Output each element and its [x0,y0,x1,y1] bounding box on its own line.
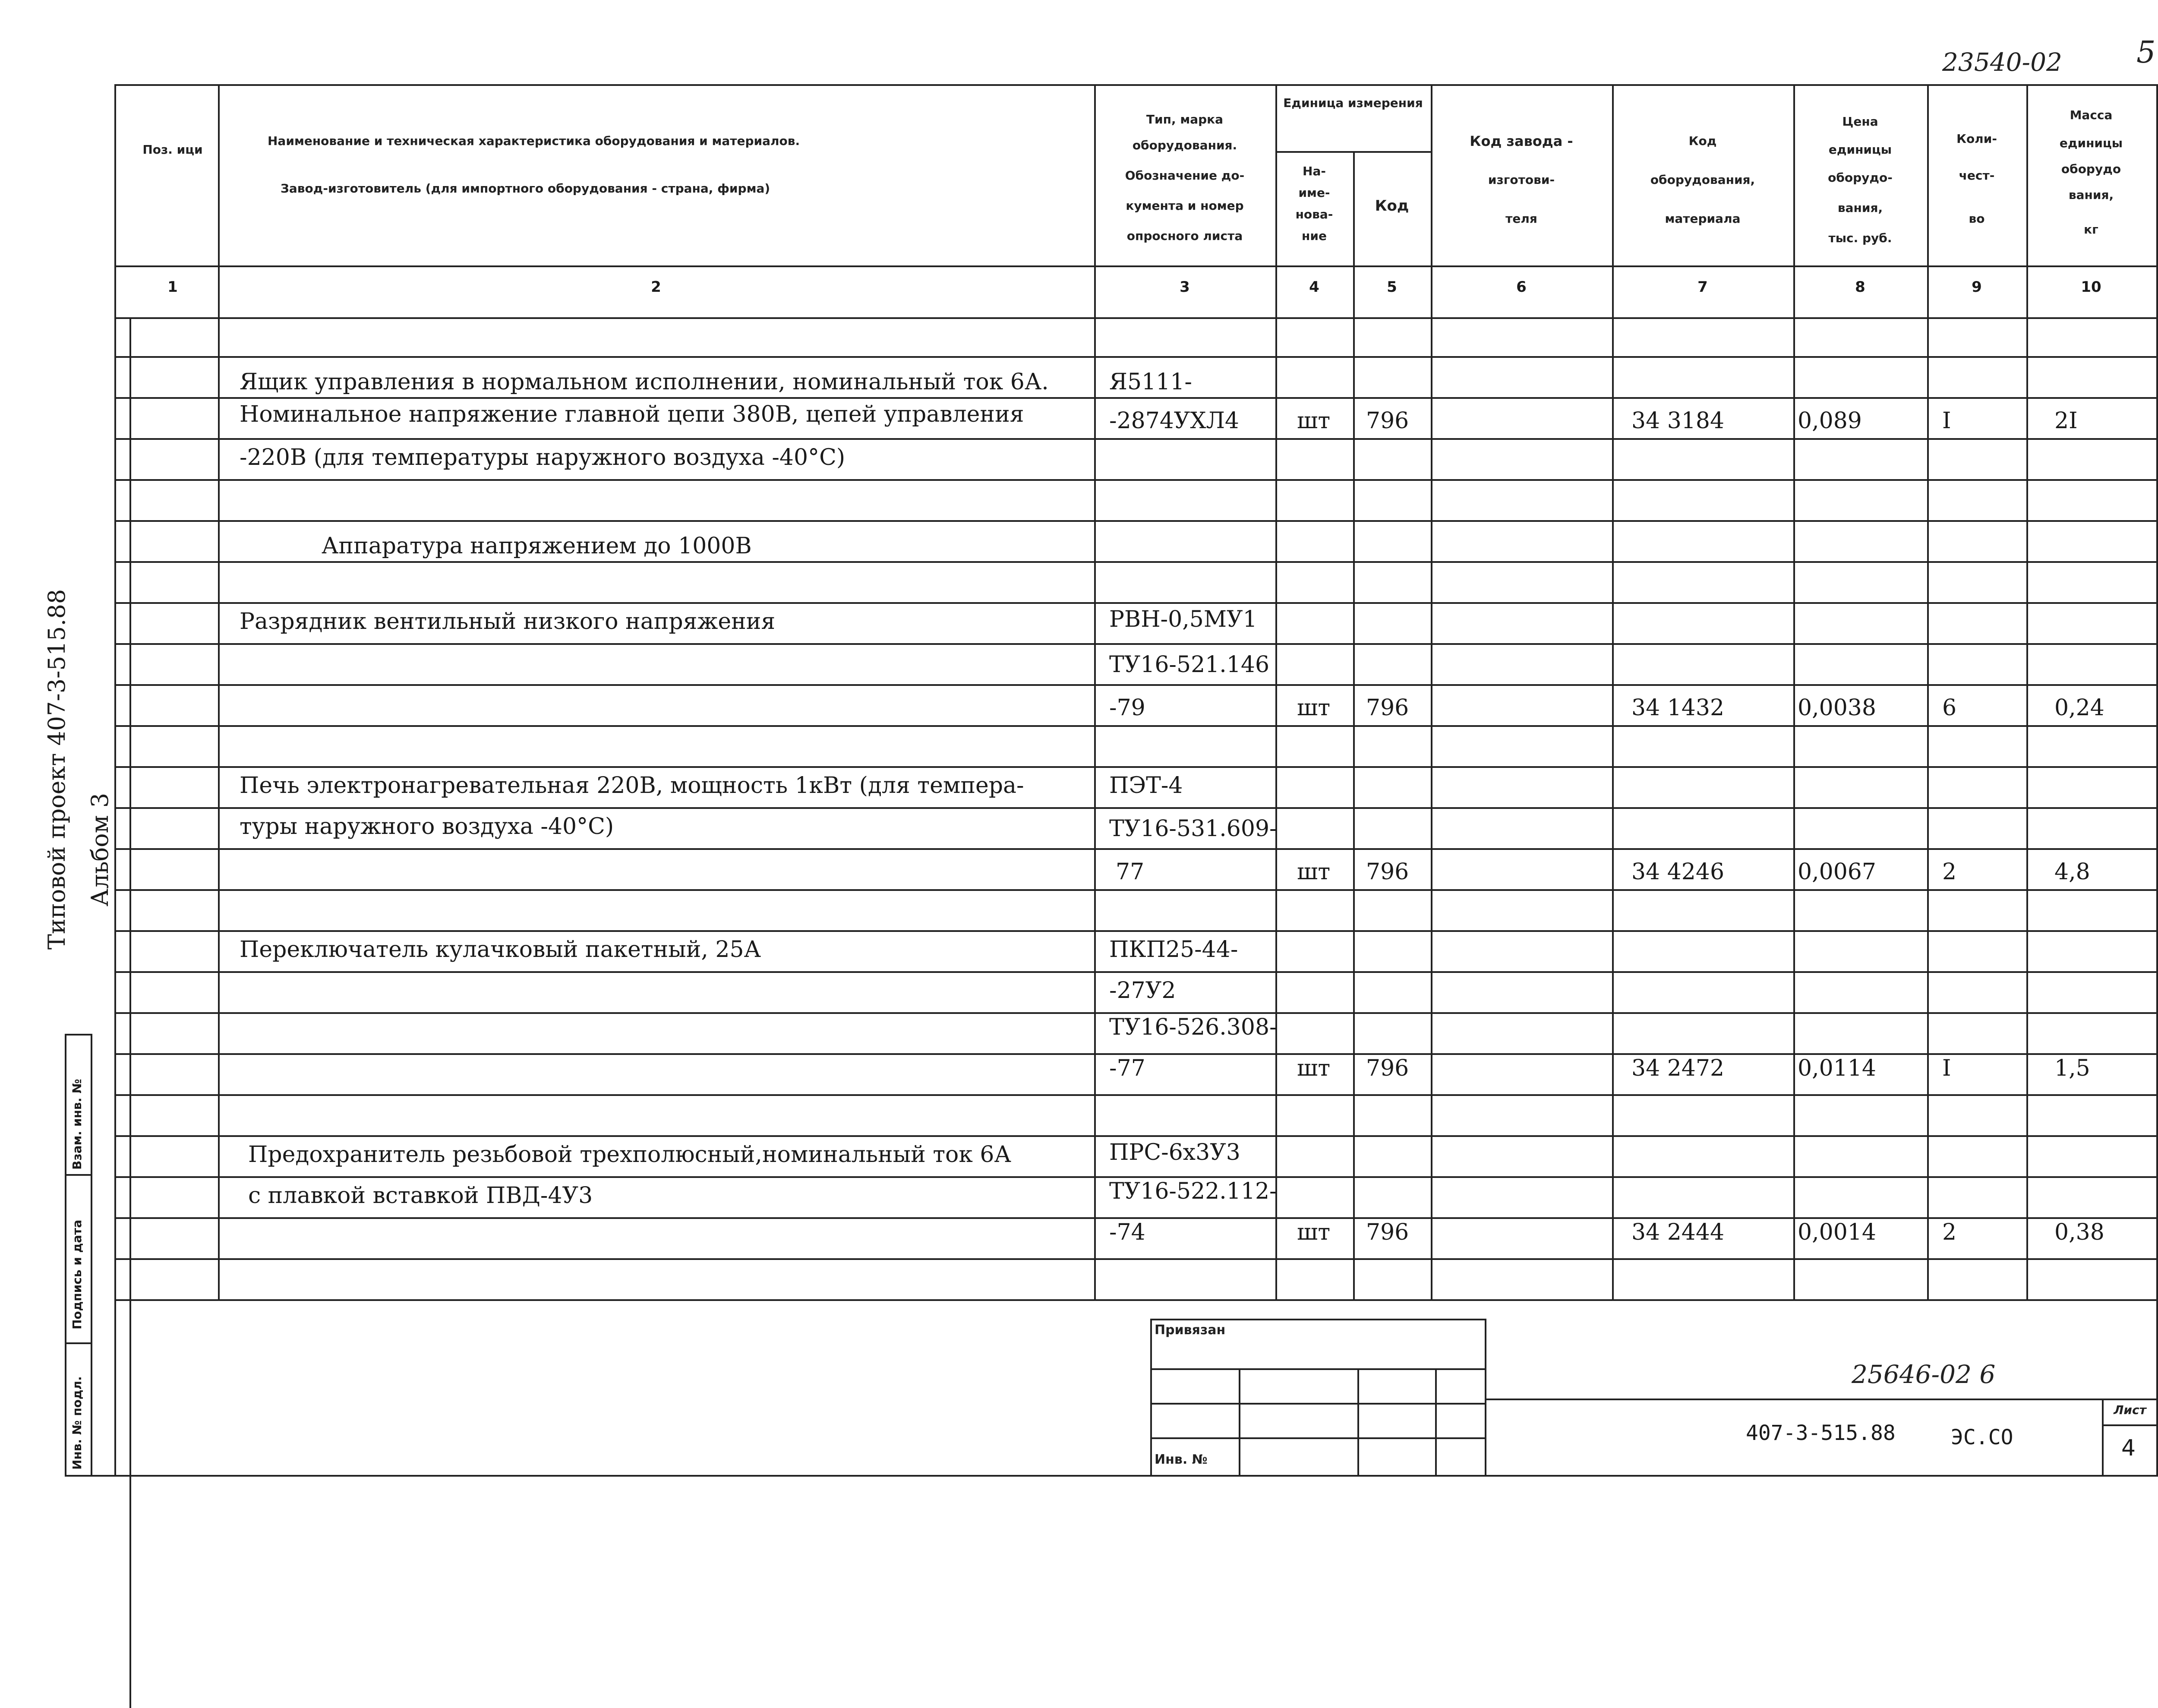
doc-code: 407-3-515.88 [1746,1421,1896,1445]
header-unit-name-2: име- [1298,186,1330,200]
item-unit-code: 796 [1366,1055,1409,1081]
item-name: -220В (для температуры наружного воздуха -40°С) [240,445,846,470]
col-num-10: 10 [2081,278,2101,296]
item-equip-code: 34 2472 [1631,1055,1725,1081]
item-type: ТУ16-531.609- [1109,816,1277,842]
header-qty-2: чест- [1959,168,1995,183]
item-type: -74 [1109,1219,1145,1245]
item-qty: I [1942,408,1951,434]
header-unit-name-1: На- [1303,164,1326,178]
item-qty: 6 [1942,695,1957,721]
header-type-1: Тип, марка [1146,112,1224,126]
item-type: -77 [1109,1055,1145,1081]
header-equip-1: Код [1688,134,1717,148]
col-num-3: 3 [1180,278,1190,296]
item-unit-code: 796 [1366,1219,1409,1245]
item-name: Разрядник вентильный низкого напряжения [240,609,776,635]
header-type-2: оборудования. [1132,138,1237,152]
header-unit-name-3: нова- [1295,207,1333,221]
col-num-5: 5 [1387,278,1397,296]
item-qty: 2 [1942,1219,1957,1245]
item-unit: шт [1297,408,1331,434]
item-price: 0,0038 [1798,695,1876,721]
header-price-5: тыс. руб. [1828,231,1892,245]
handwritten-inventory: 25646-02 6 [1852,1360,1996,1389]
header-plant-1: Код завода - [1470,133,1573,149]
header-name-line1: Наименование и техническая характеристика оборудования и материалов. [268,134,800,148]
sheet-label: Лист [2114,1403,2146,1417]
page-number-handwritten: 5 [2136,35,2156,70]
item-type: 77 [1116,859,1145,885]
header-qty-3: во [1969,212,1985,226]
item-name: Печь электронагревательная 220В, мощность 1кВт (для темпера- [240,773,1024,799]
section-code: ЭС.СО [1951,1425,2013,1449]
header-type-3: Обозначение до- [1125,168,1245,183]
item-mass: 0,24 [2054,695,2104,721]
item-name: Предохранитель резьбовой трехполюсный,номинальный ток 6А [248,1142,1011,1168]
item-equip-code: 34 1432 [1631,695,1725,721]
header-price-4: вания, [1837,201,1883,215]
item-type: ПКП25-44- [1109,937,1238,963]
item-type: -79 [1109,695,1145,721]
stamp-label-podpis: Подпись и дата [70,1219,84,1329]
item-type: Я5111- [1109,369,1192,395]
item-equip-code: 34 2444 [1631,1219,1725,1245]
item-name: туры наружного воздуха -40°С) [240,814,614,840]
item-unit: шт [1297,859,1331,885]
item-unit-code: 796 [1366,859,1409,885]
section-heading: Аппаратура напряжением до 1000В [322,533,752,559]
header-mass-1: Масса [2070,108,2113,122]
item-equip-code: 34 3184 [1631,408,1725,434]
item-name: Ящик управления в нормальном исполнении, номинальный ток 6А. [240,369,1049,395]
header-mass-2: единицы [2059,136,2123,150]
col-num-1: 1 [167,278,178,296]
inv-no-label: Инв. № [1155,1452,1208,1467]
header-mass-3: оборудо [2061,162,2121,176]
header-unit-code: Код [1375,197,1409,215]
item-unit: шт [1297,1219,1331,1245]
item-unit: шт [1297,695,1331,721]
header-price-1: Цена [1842,114,1878,129]
sheet-number: 4 [2121,1435,2136,1461]
header-unit-name-4: ние [1302,229,1327,243]
item-qty: I [1942,1055,1951,1081]
header-name-line2: Завод-изготовитель (для импортного оборудования - страна, фирма) [281,181,770,196]
stamp-label-inv: Инв. № подл. [70,1376,84,1470]
header-price-3: оборудо- [1828,170,1893,185]
item-type: ТУ16-526.308- [1109,1014,1277,1040]
col-num-9: 9 [1972,278,1982,296]
header-unit: Единица измерения [1283,96,1423,110]
header-pos: Поз. ици [142,142,203,157]
sheet-code-handwritten: 23540-02 [1942,47,2062,77]
item-price: 0,0067 [1798,859,1876,885]
item-mass: 1,5 [2054,1055,2090,1081]
item-name: Переключатель кулачковый пакетный, 25А [240,937,761,963]
item-type: ПРС-6х3У3 [1109,1140,1240,1165]
item-price: 0,0114 [1798,1055,1876,1081]
item-qty: 2 [1942,859,1957,885]
col-num-8: 8 [1855,278,1865,296]
header-equip-2: оборудования, [1650,173,1755,187]
header-plant-2: изготови- [1488,173,1555,187]
item-mass: 4,8 [2054,859,2090,885]
item-type: ТУ16-521.146 [1109,652,1270,678]
stamp-label-vzam: Взам. инв. № [70,1079,84,1170]
item-price: 0,0014 [1798,1219,1876,1245]
item-mass: 2I [2054,408,2078,434]
item-unit: шт [1297,1055,1331,1081]
item-unit-code: 796 [1366,408,1409,434]
privyazan-label: Привязан [1155,1323,1226,1338]
item-equip-code: 34 4246 [1631,859,1725,885]
header-price-2: единицы [1828,142,1892,157]
item-name: Номинальное напряжение главной цепи 380В, цепей управления [240,401,1024,427]
header-equip-3: материала [1665,212,1741,226]
frame-left [114,84,116,1475]
col-num-4: 4 [1309,278,1319,296]
item-type: ТУ16-522.112- [1109,1178,1277,1204]
header-mass-4: вания, [2068,188,2114,202]
item-name: с плавкой вставкой ПВД-4У3 [248,1183,593,1209]
item-type: РВН-0,5МУ1 [1109,606,1257,632]
header-plant-3: теля [1505,212,1537,226]
side-title-project: Типовой проект 407-3-515.88 [43,589,70,950]
col-num-6: 6 [1516,278,1527,296]
header-type-4: кумента и номер [1126,199,1244,213]
frame-top [114,84,2158,86]
item-unit-code: 796 [1366,695,1409,721]
header-qty-1: Коли- [1956,132,1997,146]
col-num-2: 2 [651,278,661,296]
item-type: ПЭТ-4 [1109,773,1183,799]
header-type-5: опросного листа [1126,229,1243,243]
side-title-album: Альбом 3 [86,792,114,906]
header-mass-5: кг [2084,222,2098,237]
item-type: -27У2 [1109,978,1176,1004]
col-num-7: 7 [1697,278,1708,296]
item-mass: 0,38 [2054,1219,2104,1245]
item-price: 0,089 [1798,408,1862,434]
item-type: -2874УХЛ4 [1109,408,1239,434]
